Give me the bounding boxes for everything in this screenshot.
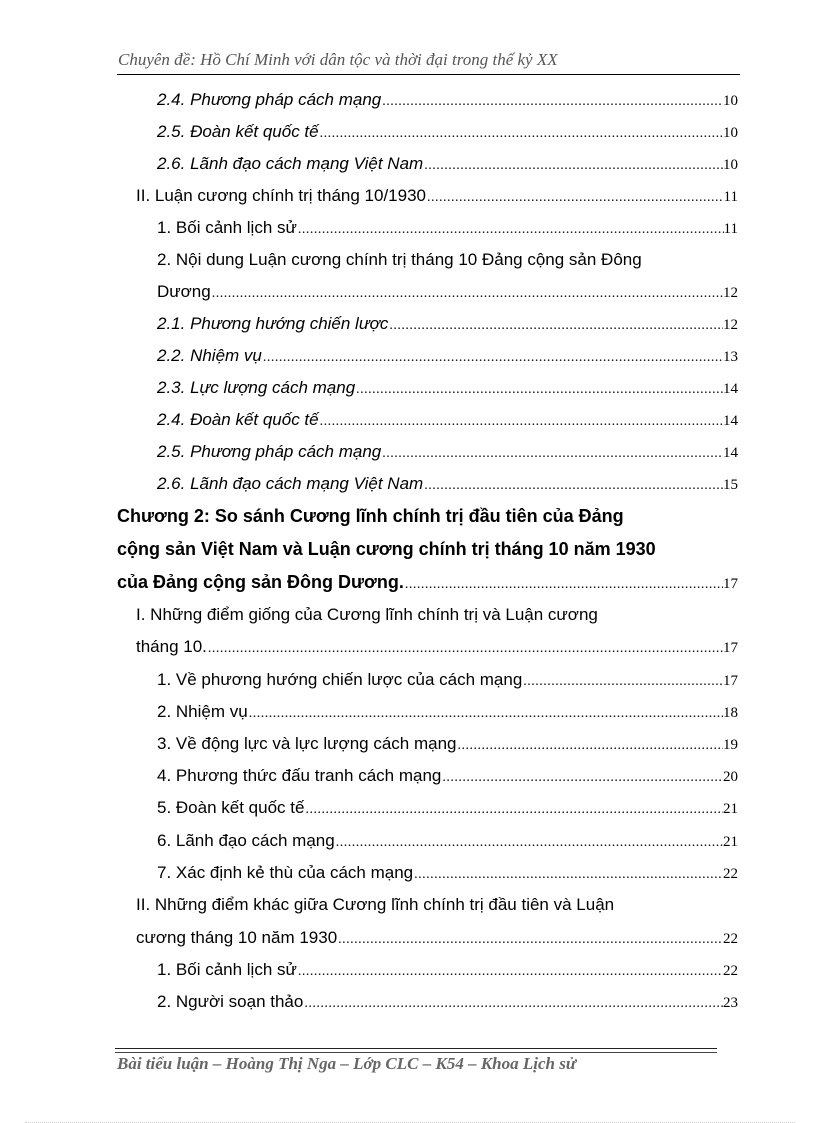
toc-entry-page: 22 bbox=[723, 866, 738, 882]
toc-entry-title-line[interactable]: II. Những điểm khác giữa Cương lĩnh chính trị đầu tiên và Luận bbox=[136, 895, 615, 914]
toc-entry[interactable] bbox=[157, 760, 738, 792]
toc-entry[interactable] bbox=[157, 212, 738, 244]
toc-entry-page: 11 bbox=[723, 189, 738, 205]
toc-entry-page: 12 bbox=[723, 317, 738, 333]
toc-entry-page: 10 bbox=[723, 93, 738, 109]
toc-entry-title: 6. Lãnh đạo cách mạng bbox=[157, 831, 335, 850]
toc-entry-page: 19 bbox=[723, 737, 738, 753]
leader-dots bbox=[320, 406, 723, 438]
header-title: Chuyên đề: Hồ Chí Minh với dân tộc và thời đại trong thế kỷ XX bbox=[118, 50, 558, 69]
toc-entry-page: 21 bbox=[723, 801, 738, 817]
leader-dots bbox=[338, 924, 723, 956]
toc-entry-title: 4. Phương thức đấu tranh cách mạng bbox=[157, 766, 442, 785]
chapter-2-title-line-1[interactable]: Chương 2: So sánh Cương lĩnh chính trị đầu tiên của Đảng bbox=[117, 506, 624, 526]
toc-entry-title: 2. Người soạn thảo bbox=[157, 992, 304, 1011]
toc-entry[interactable] bbox=[157, 728, 738, 760]
toc-entry-page: 21 bbox=[723, 834, 738, 850]
toc-entry-title: 7. Xác định kẻ thù của cách mạng bbox=[157, 863, 414, 882]
toc-entry-page: 14 bbox=[723, 445, 738, 461]
toc-entry-title: 2.6. Lãnh đạo cách mạng Việt Nam bbox=[157, 154, 424, 173]
footer-text: Bài tiểu luận – Hoàng Thị Nga – Lớp CLC – K54 – Khoa Lịch sử bbox=[117, 1054, 577, 1073]
toc-entry[interactable] bbox=[157, 825, 738, 857]
leader-dots bbox=[212, 278, 723, 310]
leader-dots bbox=[382, 86, 723, 118]
toc-entry[interactable] bbox=[157, 954, 738, 986]
leader-dots bbox=[442, 762, 723, 794]
leader-dots bbox=[523, 666, 723, 698]
toc-entry[interactable] bbox=[136, 922, 738, 954]
toc-entry-title: 5. Đoàn kết quốc tế bbox=[157, 798, 305, 817]
leader-dots bbox=[304, 988, 723, 1020]
toc-entry-title: 2.6. Lãnh đạo cách mạng Việt Nam bbox=[157, 474, 424, 493]
toc-entry[interactable] bbox=[157, 792, 738, 824]
footer-divider bbox=[115, 1048, 717, 1049]
toc-entry[interactable] bbox=[157, 372, 738, 404]
leader-dots bbox=[298, 214, 724, 246]
toc-entry[interactable] bbox=[157, 148, 738, 180]
leader-dots bbox=[263, 342, 723, 374]
toc-entry-title: 3. Về động lực và lực lượng cách mạng bbox=[157, 734, 457, 753]
toc-entry-title: 2.5. Đoàn kết quốc tế bbox=[157, 122, 319, 141]
toc-entry[interactable] bbox=[157, 664, 738, 696]
toc-entry[interactable] bbox=[157, 404, 738, 436]
toc-entry-page: 17 bbox=[723, 576, 738, 592]
leader-dots bbox=[427, 182, 724, 214]
toc-entry-page: 18 bbox=[723, 705, 738, 721]
toc-entry-title: 2.1. Phương hướng chiến lược bbox=[157, 314, 389, 333]
toc-entry-title: 2.4. Đoàn kết quốc tế bbox=[157, 410, 319, 429]
leader-dots bbox=[356, 374, 723, 406]
toc-entry-title: 2.4. Phương pháp cách mạng bbox=[157, 90, 382, 109]
toc-entry-title: 1. Về phương hướng chiến lược của cách mạng bbox=[157, 670, 523, 689]
leader-dots bbox=[405, 569, 723, 601]
toc-entry[interactable] bbox=[157, 986, 738, 1018]
leader-dots bbox=[208, 633, 723, 665]
toc-entry-page: 10 bbox=[723, 157, 738, 173]
toc-entry[interactable] bbox=[136, 180, 738, 212]
toc-entry-title: của Đảng cộng sản Đông Dương. bbox=[117, 572, 404, 592]
leader-dots bbox=[336, 827, 723, 859]
toc-entry-page: 23 bbox=[723, 995, 738, 1011]
leader-dots bbox=[249, 698, 723, 730]
toc-entry-page: 20 bbox=[723, 769, 738, 785]
leader-dots bbox=[424, 150, 723, 182]
toc-entry[interactable] bbox=[157, 696, 738, 728]
toc-entry[interactable] bbox=[136, 631, 738, 663]
toc-entry[interactable] bbox=[157, 308, 738, 340]
toc-entry-page: 17 bbox=[723, 640, 738, 656]
toc-entry-title-line[interactable]: I. Những điểm giống của Cương lĩnh chính trị và Luận cương bbox=[136, 605, 598, 624]
toc-entry[interactable] bbox=[157, 857, 738, 889]
toc-entry-page: 22 bbox=[723, 931, 738, 947]
toc-chapter-entry[interactable] bbox=[117, 566, 738, 598]
toc-entry-title: II. Luận cương chính trị tháng 10/1930 bbox=[136, 186, 427, 205]
toc-entry-page: 13 bbox=[723, 349, 738, 365]
toc-entry[interactable] bbox=[157, 468, 738, 500]
toc-entry[interactable] bbox=[157, 276, 738, 308]
toc-entry-page: 12 bbox=[723, 285, 738, 301]
toc-entry-page: 10 bbox=[723, 125, 738, 141]
toc-entry-page: 14 bbox=[723, 413, 738, 429]
toc-entry-page: 11 bbox=[723, 221, 738, 237]
leader-dots bbox=[389, 310, 723, 342]
chapter-2-title-line-2[interactable]: cộng sản Việt Nam và Luận cương chính trị tháng 10 năm 1930 bbox=[117, 539, 656, 559]
leader-dots bbox=[458, 730, 724, 762]
page-header bbox=[117, 48, 740, 75]
leader-dots bbox=[382, 438, 723, 470]
toc-entry-title: 1. Bối cảnh lịch sử bbox=[157, 218, 297, 237]
leader-dots bbox=[414, 859, 723, 891]
toc-entry[interactable] bbox=[157, 436, 738, 468]
toc-entry[interactable] bbox=[157, 340, 738, 372]
toc-entry-page: 15 bbox=[723, 477, 738, 493]
toc-entry-page: 17 bbox=[723, 673, 738, 689]
leader-dots bbox=[305, 794, 723, 826]
toc-entry[interactable] bbox=[157, 116, 738, 148]
leader-dots bbox=[320, 118, 723, 150]
toc-entry-title: 2.2. Nhiệm vụ bbox=[157, 346, 262, 365]
toc-entry-title: 2.3. Lực lượng cách mạng bbox=[157, 378, 356, 397]
toc-entry-page: 14 bbox=[723, 381, 738, 397]
footer-divider-thin bbox=[115, 1052, 717, 1053]
toc-entry[interactable] bbox=[157, 84, 738, 116]
toc-entry-title: cương tháng 10 năm 1930 bbox=[136, 928, 338, 947]
toc-entry-title: 1. Bối cảnh lịch sử bbox=[157, 960, 297, 979]
toc-entry-title: tháng 10. bbox=[136, 637, 207, 656]
toc-entry-page: 22 bbox=[723, 963, 738, 979]
leader-dots bbox=[424, 470, 723, 502]
leader-dots bbox=[298, 956, 723, 988]
toc-entry-title: Dương bbox=[157, 282, 211, 301]
toc-entry-title: 2. Nhiệm vụ bbox=[157, 702, 248, 721]
toc-entry-title: 2.5. Phương pháp cách mạng bbox=[157, 442, 382, 461]
toc-entry-title-line[interactable]: 2. Nội dung Luận cương chính trị tháng 10 Đảng cộng sản Đông bbox=[157, 250, 642, 269]
